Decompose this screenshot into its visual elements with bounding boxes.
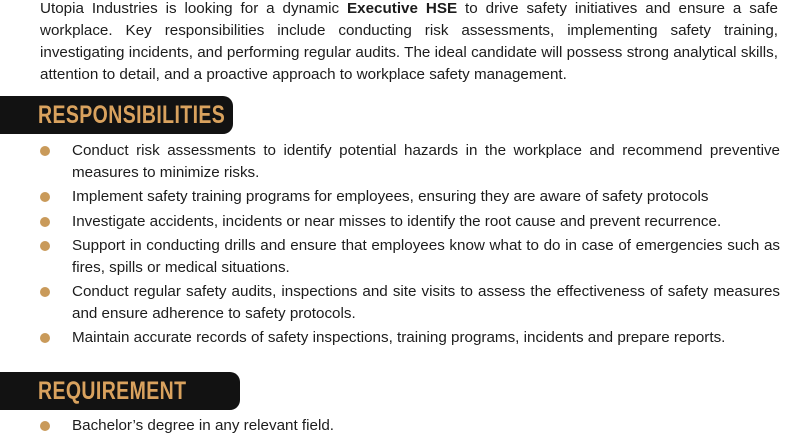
intro-text-start: Utopia Industries is looking for a dynamic (40, 0, 348, 17)
bullet-dot-icon (40, 287, 50, 297)
list-item-text: Conduct risk assessments to identify potential hazards in the workplace and recommend preventive measures to minimize risks. (72, 142, 780, 181)
responsibilities-title: RESPONSIBILITIES (38, 100, 226, 129)
bullet-dot-icon (40, 146, 50, 156)
list-item-text: Support in conducting drills and ensure that employees know what to do in case of emergencies such as fires, spills or medical situations. (72, 237, 780, 276)
requirement-title: REQUIREMENT (38, 376, 187, 405)
bullet-dot-icon (40, 421, 50, 431)
list-item (40, 235, 780, 278)
responsibilities-header (0, 96, 233, 134)
list-item (40, 140, 780, 183)
list-item-text: Bachelor’s degree in any relevant field. (72, 417, 335, 434)
list-item-text: Implement safety training programs for employees, ensuring they are aware of safety protocols (72, 188, 709, 205)
job-title-bold: Executive HSE (347, 0, 458, 17)
intro-text-end: to drive safety initiatives and ensure a safe workplace. Key responsibilities include conducting risk assessments, implementing safety training, investigating incidents, and performing regular audits. The ideal candidate will possess strong analytical skills, attention to detail, and a proactive approach to workplace safety management. (40, 0, 778, 83)
list-item-text: Investigate accidents, incidents or near misses to identify the root cause and prevent recurrence. (72, 212, 722, 230)
bullet-dot-icon (40, 217, 50, 227)
list-item-text: Conduct regular safety audits, inspections and site visits to assess the effectiveness of safety measures and ensure adherence to safety protocols. (72, 283, 780, 322)
bullet-dot-icon (40, 333, 50, 343)
list-item (40, 186, 780, 208)
list-item (40, 211, 780, 233)
requirement-header (0, 372, 240, 410)
list-item (40, 327, 780, 349)
list-item (40, 415, 780, 437)
intro-paragraph (40, 0, 778, 86)
requirement-list (40, 415, 780, 440)
responsibilities-list (40, 140, 780, 352)
list-item-text: Maintain accurate records of safety inspections, training programs, incidents and prepare reports. (72, 329, 726, 346)
bullet-dot-icon (40, 241, 50, 251)
list-item (40, 281, 780, 324)
bullet-dot-icon (40, 192, 50, 202)
